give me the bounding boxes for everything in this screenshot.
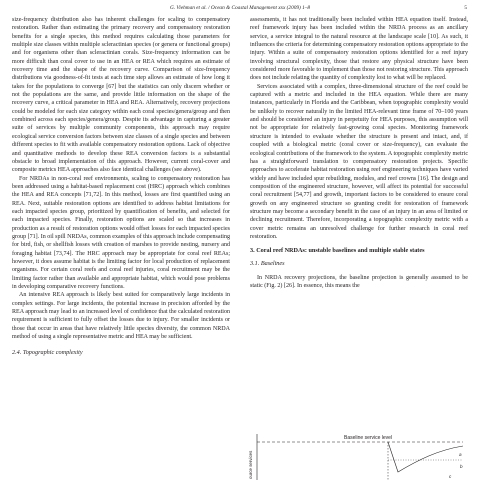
subsection-heading-baselines: 3.1. Baselines: [250, 260, 285, 268]
section-heading: 3. Coral reef NRDAs: unstable baselines and multiple stable states: [250, 247, 425, 255]
subsection-heading-topographic: 2.4. Topographic complexity: [12, 349, 83, 357]
recovery-curve: [388, 442, 463, 472]
point-label-b: b: [460, 464, 463, 469]
body-paragraph: Services associated with a complex, three-dimensional structure of the reef could be captured with a metric and included in the HEA equation. While there are many instances, particularly in Florida and the Caribbean, when topographic complexity would be unlikely to recover naturally in the limited HEA-relevant time frame of 70–100 years and should be considered an injury in perpetuity for HEA purposes, this assumption will not be appropriate for relatively fast-growing coral species. Monitoring framework structure is intended to evaluate whether the structure is present and intact, and, if coupled with a biological metric (coral cover or size-frequency), can evaluate the ecological contributions of the framework to the system. A topographic complexity metric has a straightforward translation to compensatory restoration projects. Specific approaches to accelerate habitat restoration using reef engineering techniques have varied widely and have included spur rebuilding, modules, and reef crowns [16]. The design and composition of the engineered structure, however, will affect its potential for successful coral recruitment [54,77] and growth, important factors to be considered to ensure coral growth on any engineered structure so granting credit for restoration of framework structure may become a secondary benefit in the case of an injury in an area of limited or declining recruitment. Therefore, incorporating a topographic complexity metric with a cover metric remains an unresolved challenge for further research in coral reef restoration.: [250, 83, 468, 240]
running-title: G. Viehman et al. / Ocean & Coastal Management xxx (2009) 1–8: [169, 5, 311, 11]
y-axis-label: ource services: [248, 450, 253, 479]
baseline-label: Baseline service level: [344, 435, 393, 441]
body-paragraph: In NRDA recovery projections, the baseline projection is generally assumed to be static (Fig. 2) [26]. In essence, this means the: [250, 274, 468, 290]
point-label-a: a: [459, 452, 462, 457]
body-paragraph: size-frequency distribution also has inherent challenges for scaling to compensatory restoration. Rather than estimating the primary recovery and compensatory restoration benefits for a single species, this method requires calculating those parameters for multiple size classes within multiple scleractinian species (or genera or functional groups) and for organisms other than scleractinian corals. Size-frequency information can be more difficult than coral cover to use in an HEA or REA which requires an estimate of recovery time and the shape of the recovery curve. Comparison of size-frequency distributions via goodness-of-fit tests at each time step allows an estimate of how long it takes for the populations to converge [67] but the statistics can only discern whether or not the populations are the same, and provide little information on the shape of the recovery curve, a critical parameter in HEA and REA. Alternatively, recovery projections could be modeled for each size category within each coral species/genera/group and then combined across each species/genera/group. Despite its advantage in capturing a greater suite of services by multiple community components, this approach may require ecological service conversion factors between size classes of a single species and between different species to fit with available compensatory restoration options. Lack of objective and quantitative methods to develop these REA conversion factors is a substantial obstacle to broad implementation of this approach. However, current coral-cover and composite metrics HEA approaches also face identical challenges (see above).: [12, 17, 230, 174]
left-column: [12, 16, 230, 358]
right-column: [250, 16, 468, 291]
figure-2-partial: [248, 432, 470, 480]
body-paragraph: An intensive REA approach is likely best suited for comparatively large incidents in complex settings. For large incidents, the potential increase in precision afforded by the REA approach may lead to an increased level of confidence that the calculated restoration requirement is sufficient to fully offset the losses due to injury. For smaller incidents or those that occur in areas that have relatively little species diversity, the common NRDA method of using a single representative metric and HEA may be sufficient.: [12, 292, 230, 341]
running-head: [12, 3, 468, 13]
body-paragraph: assessments, it has not traditionally been included within HEA equation itself. Instead, reef framework injury has been included within the NRDA process as an ancillary service, a service integral to the natural resource at the landscape scale [10]. As such, it influences the criteria for determining compensatory restoration options appropriate to the injury. Within a suite of compensatory restoration options identified for a reef injury involving structural complexity, those that restore any physical structure have been considered more favorable to implement than those not restoring structure. This approach does not include relating the quantity of complexity lost to what will be replaced.: [250, 17, 468, 82]
body-paragraph: For NRDAs in non-coral reef environments, scaling to compensatory restoration has been addressed using a habitat-based replacement cost (HRC) approach which combines the HEA and REA concepts [71,72]. In this method, losses are first quantified using an REA. Next, suitable restoration options are identified to address habitat limitations for each impacted species group, prioritized by quantification of benefits, and selected for each impacted species. Finally, restoration options are scaled so that increases in production as a result of restoration options would offset losses for each impacted species group [71]. In oil spill NRDAs, common examples of this approach include compensating for bird, fish, or shellfish losses with creation of marshes to provide nesting, nursery and foraging habitat [73,74]. The HRC approach may be appropriate for coral reef REAs; however, it does assume habitat is the limiting factor for local production of replacement organisms. For certain coral reefs and coral reef injuries, coral recruitment may be the limiting factor rather than available and appropriate habitat, which would pose problems in developing comparative recovery functions.: [12, 175, 230, 290]
page-number: 5: [464, 5, 467, 11]
recovery-diagram: [248, 432, 470, 480]
point-label-c: c: [449, 474, 452, 479]
